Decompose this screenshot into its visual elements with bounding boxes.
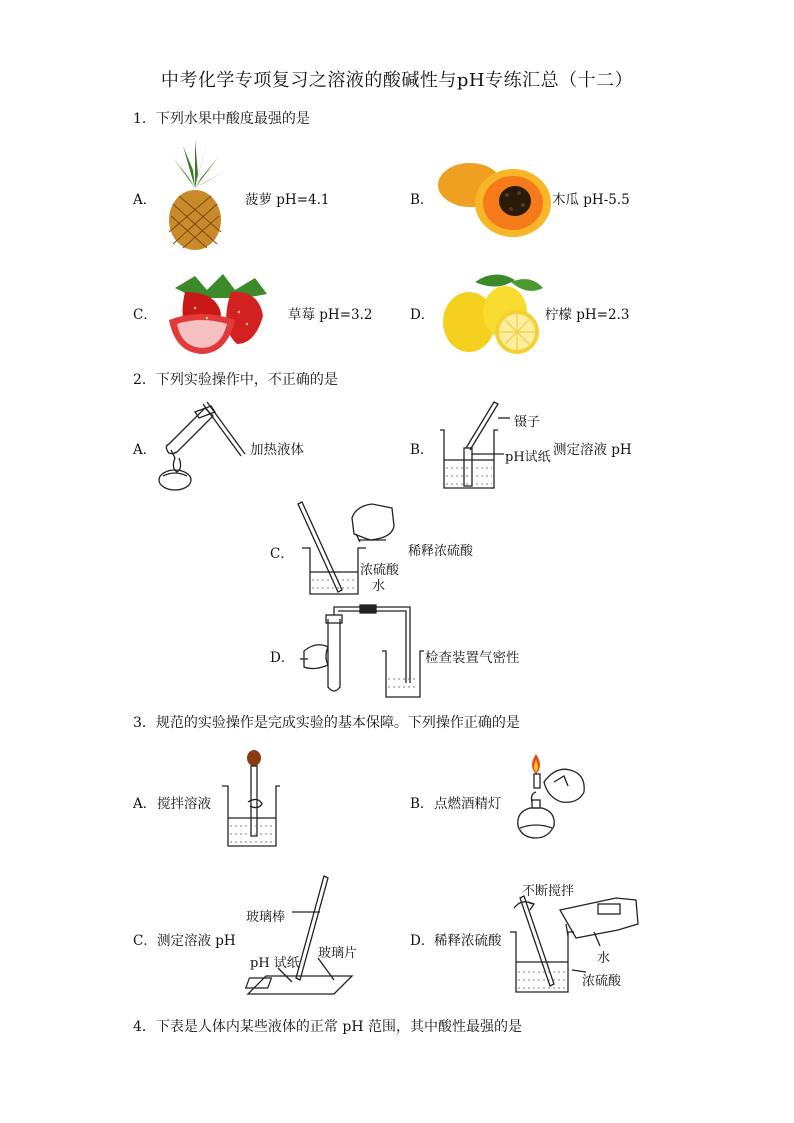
page-title: 中考化学专项复习之溶液的酸碱性与pH专练汇总（十二） — [160, 70, 634, 91]
stirring-beaker-diagram — [222, 748, 282, 850]
q3-c-glass-rod-callout: 玻璃棒 — [246, 910, 286, 925]
strawberry-image — [155, 268, 283, 356]
q1-option-b-label: 木瓜 pH-5.5 — [552, 192, 630, 208]
q3-option-c-label: 测定溶液 pH — [157, 933, 236, 949]
pineapple-image — [155, 140, 235, 250]
q3-option-d-letter[interactable]: D． — [410, 933, 435, 949]
q3-option-a-letter[interactable]: A． — [133, 796, 157, 812]
q1-option-a-letter[interactable]: A． — [133, 192, 157, 208]
question-4-stem: 4．下表是人体内某些液体的正常 pH 范围，其中酸性最强的是 — [133, 1019, 522, 1035]
question-1-stem: 1．下列水果中酸度最强的是 — [133, 111, 310, 127]
q2-b-tweezers-callout: 镊子 — [514, 415, 541, 430]
alcohol-lamp-lighting-diagram — [508, 752, 598, 844]
q3-d-acid-callout: 浓硫酸 — [582, 974, 622, 989]
q2-c-water-callout: 水 — [372, 579, 386, 594]
q3-option-d-label: 稀释浓硫酸 — [434, 933, 502, 949]
q3-d-stir-callout: 不断搅拌 — [522, 884, 575, 899]
q3-d-water-callout: 水 — [597, 951, 611, 966]
q2-option-c-letter[interactable]: C． — [270, 546, 294, 562]
q3-option-b-label: 点燃酒精灯 — [434, 796, 502, 812]
q1-option-c-label: 草莓 pH=3.2 — [288, 307, 373, 323]
q3-option-c-letter[interactable]: C． — [133, 933, 157, 949]
q3-option-a-label: 搅拌溶液 — [157, 796, 211, 812]
q3-c-ph-paper-callout: pH 试纸 — [250, 956, 300, 971]
q2-option-b-letter[interactable]: B． — [410, 442, 434, 458]
lemon-image — [435, 272, 550, 357]
ph-glass-plate-diagram — [248, 872, 368, 1000]
q2-b-ph-paper-callout: pH试纸 — [505, 450, 551, 465]
q2-option-b-label: 测定溶液 pH — [553, 442, 632, 458]
q3-option-b-letter[interactable]: B． — [410, 796, 434, 812]
q1-option-c-letter[interactable]: C． — [133, 307, 157, 323]
q2-c-acid-callout: 浓硫酸 — [360, 563, 400, 578]
q1-option-b-letter[interactable]: B． — [410, 192, 434, 208]
airtightness-check-diagram — [298, 605, 428, 700]
q1-option-a-label: 菠萝 pH=4.1 — [245, 192, 330, 208]
papaya-image — [435, 155, 555, 245]
q1-option-d-label: 柠檬 pH=2.3 — [545, 307, 630, 323]
question-3-stem: 3．规范的实验操作是完成实验的基本保障。下列操作正确的是 — [133, 715, 520, 731]
q3-c-glass-plate-callout: 玻璃片 — [318, 946, 358, 961]
question-2-stem: 2．下列实验操作中，不正确的是 — [133, 372, 338, 388]
q2-option-c-label: 稀释浓硫酸 — [408, 544, 474, 559]
dilute-acid-wrong-diagram — [296, 500, 406, 600]
q2-option-a-label: 加热液体 — [250, 442, 304, 458]
heating-liquid-diagram — [155, 398, 250, 493]
q2-option-d-label: 检查装置气密性 — [425, 650, 520, 666]
q2-option-a-letter[interactable]: A． — [133, 442, 157, 458]
q2-option-d-letter[interactable]: D． — [270, 650, 295, 666]
q1-option-d-letter[interactable]: D． — [410, 307, 435, 323]
